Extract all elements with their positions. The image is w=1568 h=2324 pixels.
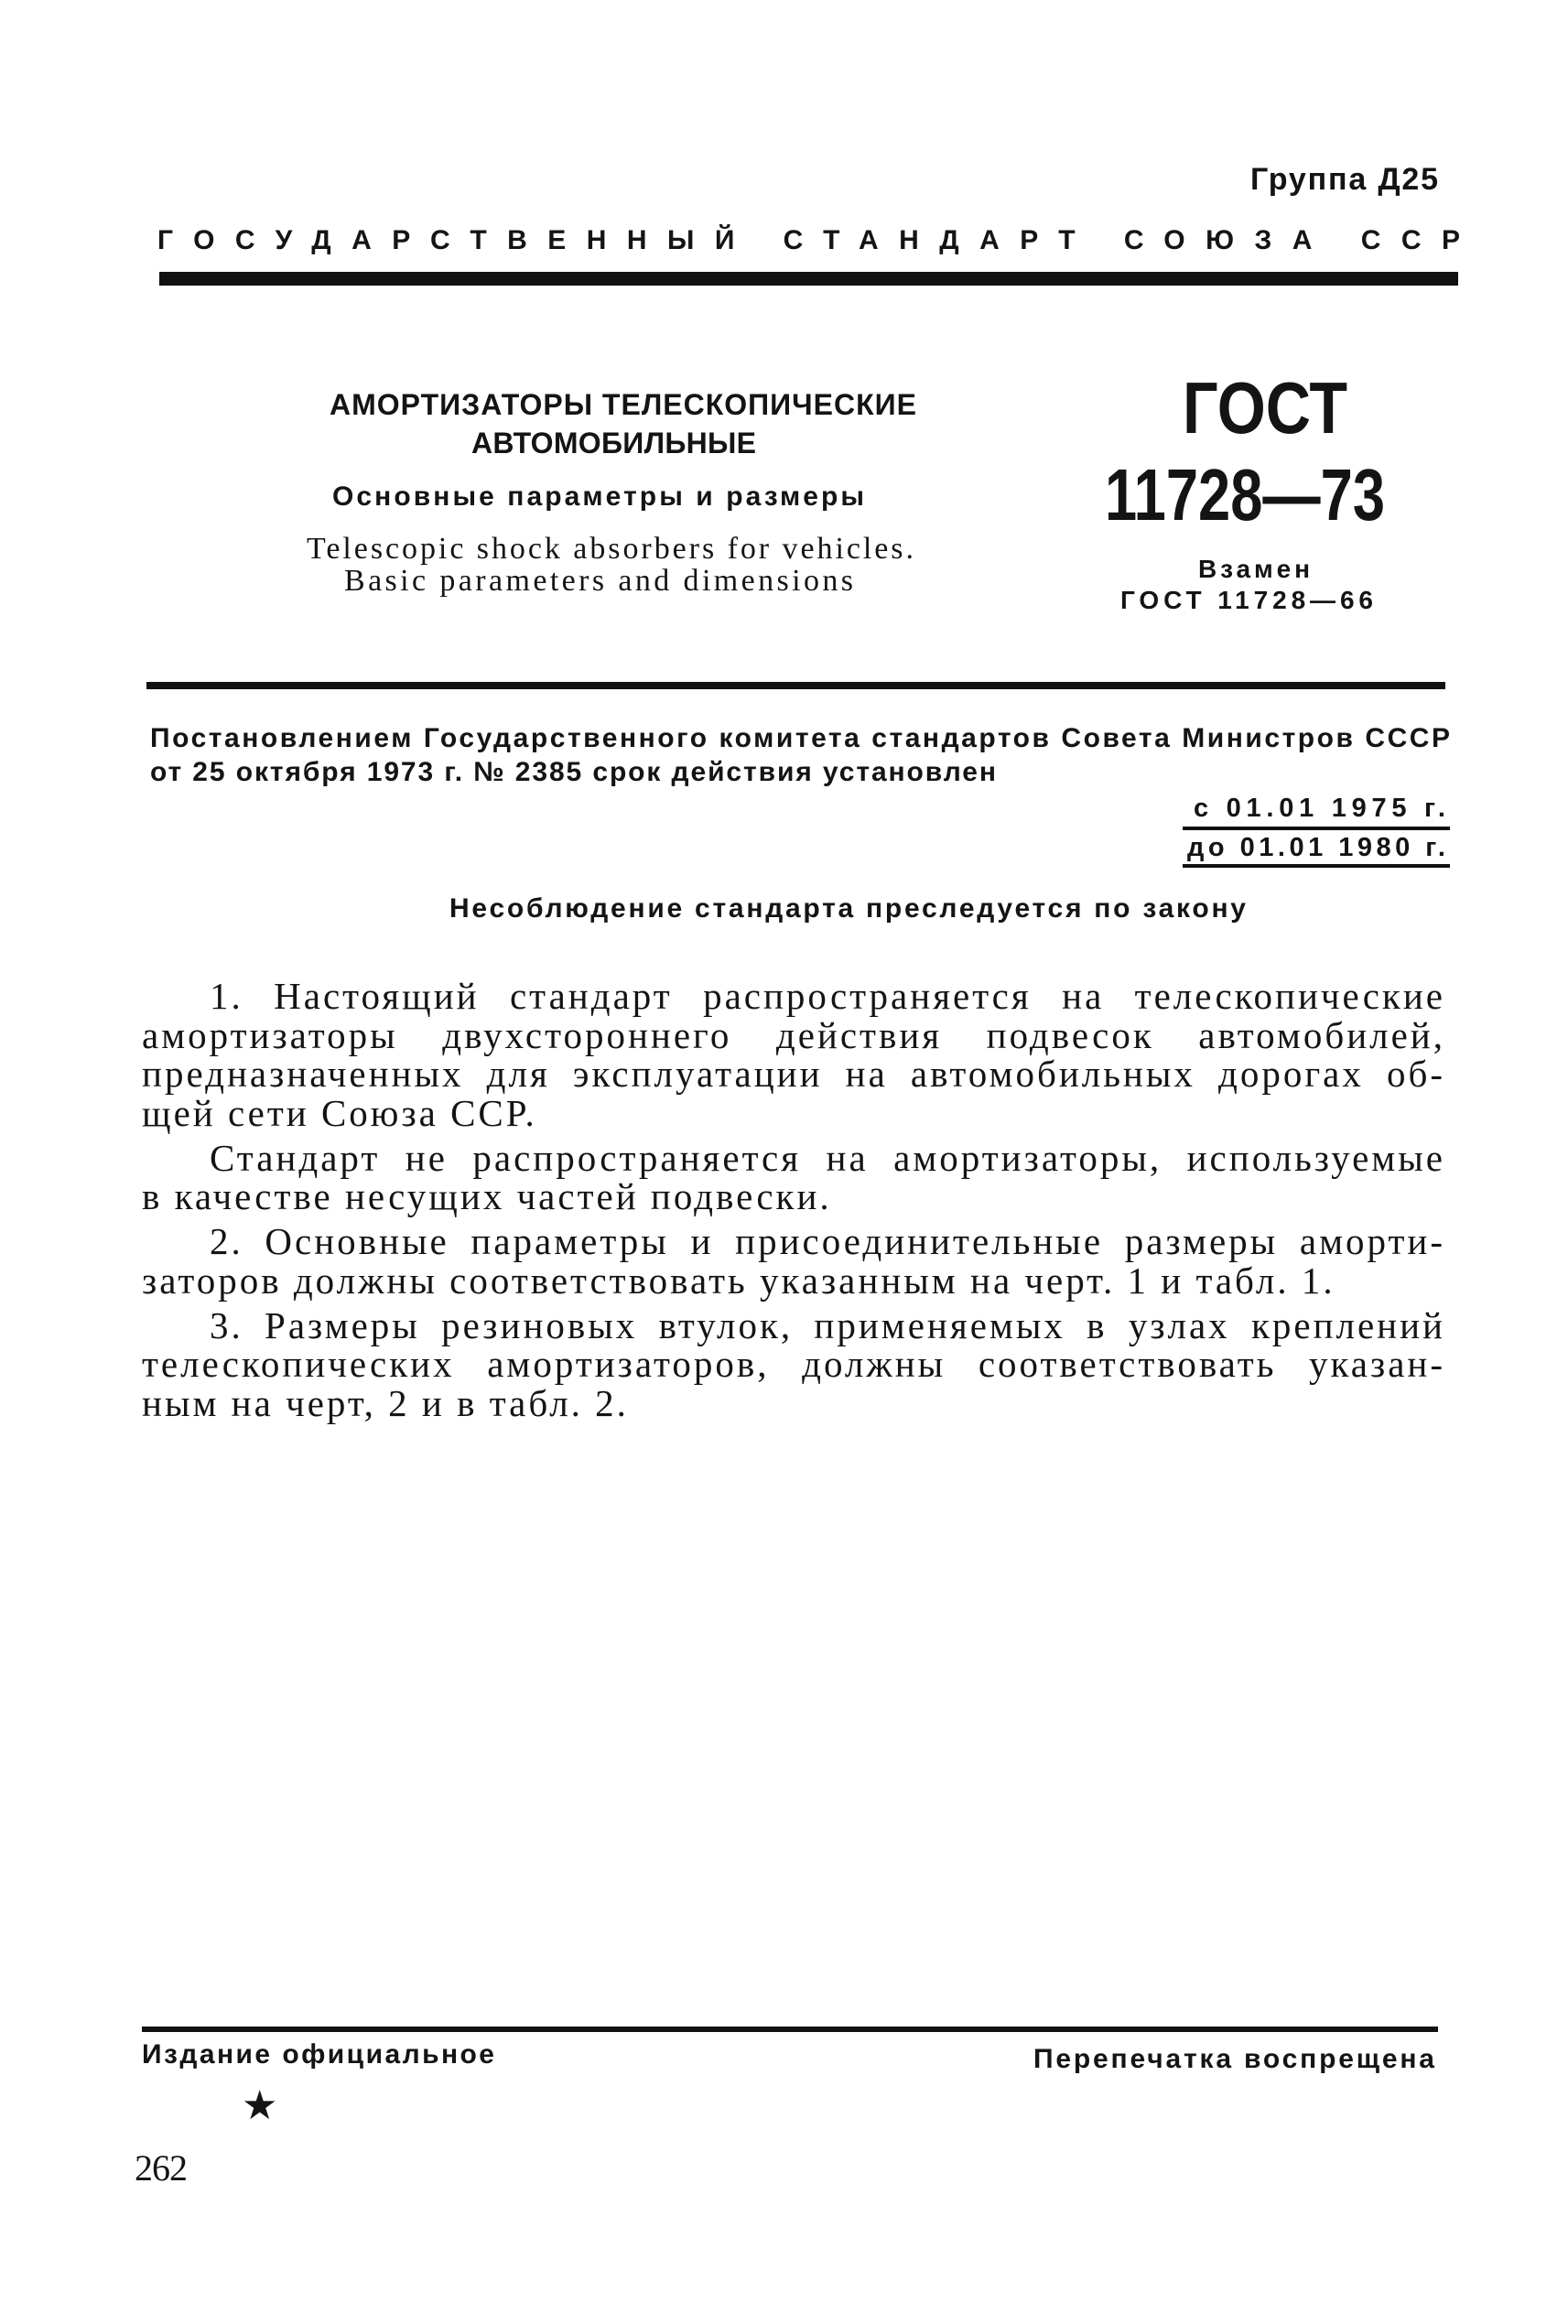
text-line: в качестве несущих частей подвески. bbox=[142, 1175, 832, 1217]
decree-line2: от 25 октября 1973 г. № 2385 срок действия установлен bbox=[150, 757, 998, 787]
paragraph bbox=[142, 1136, 1445, 1217]
body-text bbox=[142, 977, 1445, 1422]
text-line: предназначенных для эксплуатации на автомобильных дорогах об- bbox=[142, 1053, 1445, 1095]
valid-to-underline bbox=[1183, 864, 1450, 868]
section-separator bbox=[146, 682, 1445, 689]
page-number: 262 bbox=[135, 2147, 187, 2189]
decree-line1: Постановлением Государственного комитета стандартов Совета Министров СССР bbox=[150, 723, 1453, 753]
valid-from: с 01.01 1975 г. bbox=[1194, 794, 1451, 823]
text-line: телескопических амортизаторов, должны соответствовать указан- bbox=[142, 1343, 1445, 1385]
text-line: 3. Размеры резиновых втулок, применяемых в узлах креплений bbox=[210, 1303, 1445, 1346]
banner-rule bbox=[159, 272, 1458, 286]
title-ru-line2: АВТОМОБИЛЬНЫЕ bbox=[471, 427, 757, 459]
reprint-prohibited-label: Перепечатка воспрещена bbox=[1033, 2044, 1437, 2074]
legal-warning: Несоблюдение стандарта преследуется по закону bbox=[449, 893, 1249, 924]
gost-number: 11728—73 bbox=[1105, 454, 1385, 535]
text-line: заторов должны соответствовать указанным на черт. 1 и табл. 1. bbox=[142, 1259, 1336, 1302]
paragraph bbox=[142, 1303, 1445, 1424]
text-line: 1. Настоящий стандарт распространяется на телескопические bbox=[210, 975, 1445, 1017]
gost-label: ГОСТ bbox=[1183, 367, 1347, 449]
title-en-line2: Basic parameters and dimensions bbox=[344, 564, 857, 598]
text-line: Стандарт не распространяется на амортизаторы, используемые bbox=[210, 1136, 1445, 1179]
replaces-standard: ГОСТ 11728—66 bbox=[1120, 586, 1378, 614]
valid-from-underline bbox=[1183, 827, 1450, 830]
replaces-label: Взамен bbox=[1198, 555, 1314, 583]
standard-banner: ГОСУДАРСТВЕННЫЙ СТАНДАРТ СОЮЗА ССР bbox=[157, 225, 1481, 255]
star-icon: ★ bbox=[242, 2082, 278, 2129]
official-edition-label: Издание официальное bbox=[142, 2039, 497, 2070]
footer-rule bbox=[142, 2027, 1438, 2032]
title-ru-line1: АМОРТИЗАТОРЫ ТЕЛЕСКОПИЧЕСКИЕ bbox=[330, 388, 918, 421]
text-line: ным на черт, 2 и в табл. 2. bbox=[142, 1381, 629, 1424]
text-line: амортизаторы двухстороннего действия подвесок автомобилей, bbox=[142, 1013, 1445, 1056]
title-ru-subtitle: Основные параметры и размеры bbox=[332, 481, 868, 512]
valid-to: до 01.01 1980 г. bbox=[1187, 833, 1450, 862]
text-line: 2. Основные параметры и присоединительные размеры аморти- bbox=[210, 1220, 1445, 1262]
text-line: щей сети Союза ССР. bbox=[142, 1091, 537, 1134]
group-code: Группа Д25 bbox=[1250, 162, 1440, 197]
paragraph bbox=[142, 1222, 1445, 1300]
paragraph bbox=[142, 977, 1445, 1132]
title-en-line1: Telescopic shock absorbers for vehicles. bbox=[307, 532, 916, 566]
